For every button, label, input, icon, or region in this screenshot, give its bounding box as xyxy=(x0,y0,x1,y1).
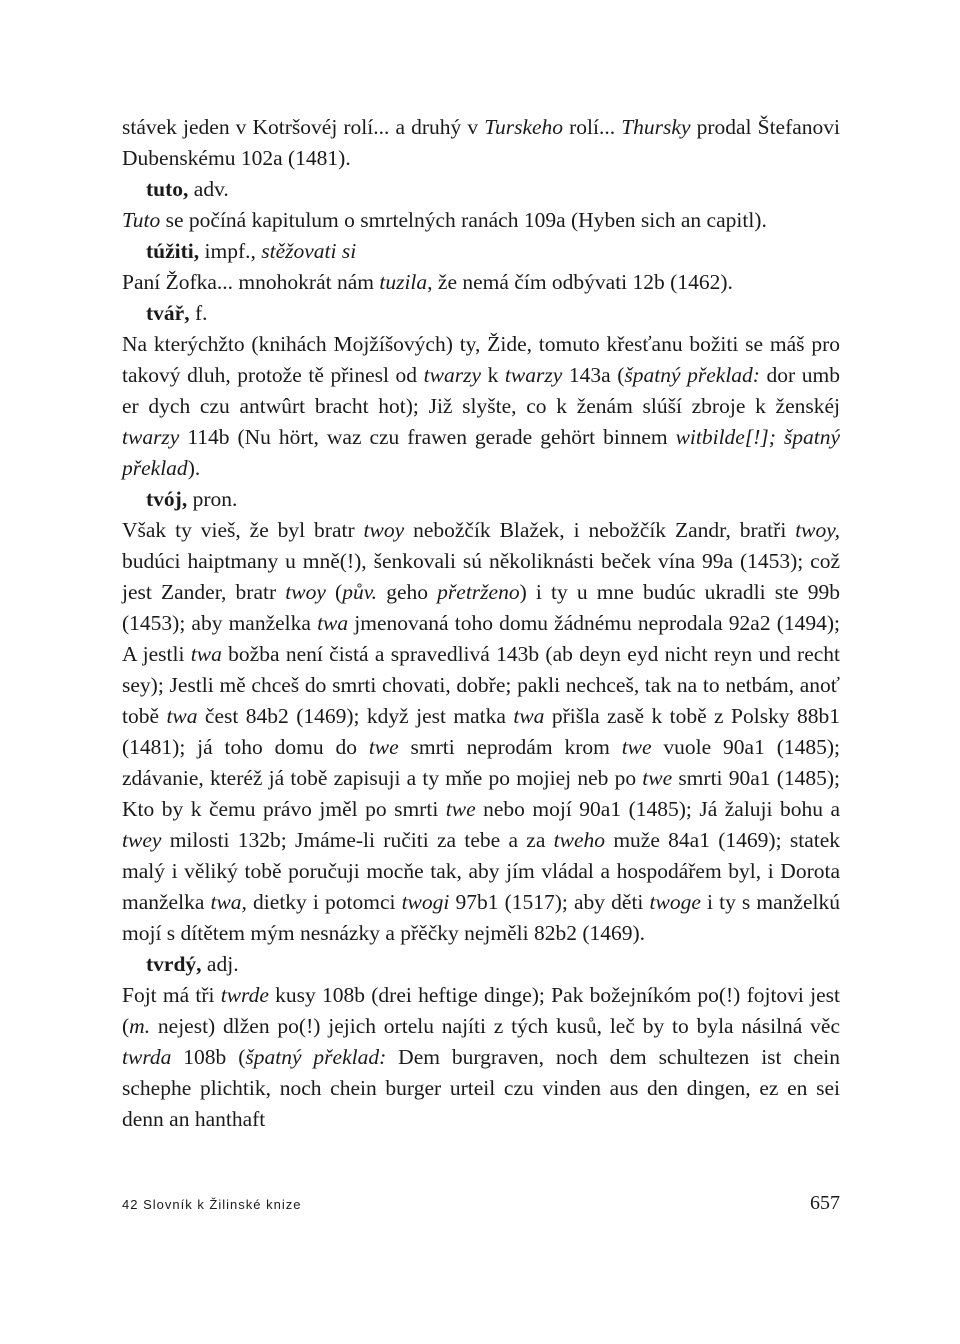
italic-word: twoy xyxy=(285,580,326,604)
italic-word: twe xyxy=(642,766,673,790)
text-run: 143a ( xyxy=(562,363,625,387)
text-run: se počíná kapitulum o smrtelných ranách 109a (Hyben sich an capitl). xyxy=(160,208,767,232)
text-run: Na kterýchžto (knihách Mojžíšových) ty, Žide, tomuto křesťanu božiti se máš pro takový dluh, protože tě přinesl od xyxy=(122,332,840,387)
page-number: 657 xyxy=(810,1192,840,1214)
grammar-label: adv. xyxy=(188,177,229,201)
text-run: milosti 132b; Jmáme-li ručiti za tebe a za xyxy=(161,828,554,852)
text-run: vuole 90a1 (1485); zdávanie, kteréž já tobě zapisuji a ty mňe po mojiej neb po xyxy=(122,735,840,790)
text-run: 114b (Nu hört, waz czu frawen gerade gehört binnem xyxy=(179,425,676,449)
text-run: božba není čistá a spravedlivá 143b (ab deyn eyd nicht reyn und recht sey); Jestli mě chceš do smrti chovati, dobře; pakli nechceš, tak na to netbám, anoť tobě xyxy=(122,642,841,728)
italic-word: twa xyxy=(190,642,222,666)
text-run: geho xyxy=(377,580,438,604)
italic-word: špatný překlad: xyxy=(245,1045,387,1069)
text-run: kusy 108b (drei heftige dinge); Pak božejníkóm po(!) fojtovi jest ( xyxy=(122,983,840,1038)
italic-word: twa xyxy=(166,704,198,728)
text-run: nebožčík Blažek, i nebožčík Zandr, bratři xyxy=(404,518,796,542)
entry-heading xyxy=(122,949,840,980)
italic-word: tweho xyxy=(553,828,606,852)
entry-heading xyxy=(122,484,840,515)
italic-word: pův. xyxy=(342,580,378,604)
entry-heading xyxy=(122,298,840,329)
entry-citation xyxy=(122,267,840,298)
entry-citation xyxy=(122,980,840,1135)
headword: túžiti, xyxy=(146,239,200,263)
text-run: i ty s manželkú mojí s dítětem mým nesnázky a přěčky nejměli 82b2 (1469). xyxy=(122,890,840,945)
text-run: prodal Štefanovi Dubenskému 102a (1481). xyxy=(122,115,841,170)
gloss: stěžovati si xyxy=(261,239,357,263)
text-run: jmenovaná toho domu žádnému neprodala 92a2 (1494); A jestli xyxy=(122,611,840,666)
entry-citation xyxy=(122,112,840,174)
italic-word: twey xyxy=(122,828,162,852)
text-run: 108b ( xyxy=(171,1045,246,1069)
headword: tvář, xyxy=(146,301,190,325)
headword: tvrdý, xyxy=(146,952,202,976)
italic-word: twarzy xyxy=(423,363,481,387)
text-run: 97b1 (1517); aby děti xyxy=(449,890,650,914)
text-run: Dem burgraven, noch dem schultezen ist chein schephe plichtik, noch chein burger urteil czu vinden aus den dingen, ez en sei denn an hanthaft xyxy=(122,1045,840,1131)
page-footer xyxy=(122,1192,840,1222)
headword: tuto, xyxy=(146,177,189,201)
grammar-label: adj. xyxy=(201,952,239,976)
text-run: k xyxy=(480,363,505,387)
italic-word: twe xyxy=(445,797,476,821)
grammar-label: f. xyxy=(189,301,208,325)
entry-citation xyxy=(122,515,840,949)
text-run: Však ty vieš, že byl bratr xyxy=(122,518,364,542)
headword: tvój, xyxy=(146,487,188,511)
text-run: budúci haiptmany u mně(!), šenkovali sú několiknásti beček vína 99a (1453); což jest Zander, bratr xyxy=(122,549,840,604)
italic-word: tuzila, xyxy=(379,270,433,294)
italic-word: twogi xyxy=(401,890,450,914)
text-run: dor umb er dych czu antwûrt bracht hot); Již slyšte, co k ženám slúší zbroje k ženskéj xyxy=(122,363,841,418)
entry-heading xyxy=(122,236,840,267)
italic-word: twe xyxy=(621,735,652,759)
italic-word: twoy, xyxy=(795,518,840,542)
italic-word: twa, xyxy=(210,890,247,914)
text-run: ) i ty u mne budúc ukradli ste 99b (1453); aby manželka xyxy=(122,580,840,635)
text-run: rolí... xyxy=(563,115,622,139)
text-run: Fojt má tři xyxy=(122,983,221,1007)
entry-citation xyxy=(122,329,840,484)
italic-word: Turskeho xyxy=(484,115,564,139)
text-run: přišla zasě k tobě z Polsky 88b1 (1481); já toho domu do xyxy=(122,704,840,759)
italic-word: m. xyxy=(129,1014,151,1038)
entry-heading xyxy=(122,174,840,205)
italic-word: špatný překlad: xyxy=(624,363,760,387)
text-run: nejest) dlžen po(!) jejich ortelu najíti z tých kusů, leč by to byla násilná věc xyxy=(150,1014,840,1038)
italic-word: twoge xyxy=(649,890,701,914)
text-run: ( xyxy=(325,580,343,604)
italic-word: twrda xyxy=(122,1045,172,1069)
text-run: Paní Žofka... mnohokrát nám xyxy=(122,270,380,294)
italic-word: twe xyxy=(368,735,399,759)
italic-word: Tuto xyxy=(122,208,161,232)
text-run: smrti neprodám krom xyxy=(398,735,622,759)
italic-word: twrde xyxy=(220,983,269,1007)
italic-word: přetrženo xyxy=(437,580,520,604)
text-run: smrti 90a1 (1485); Kto by k čemu právo jměl po smrti xyxy=(122,766,840,821)
dictionary-body-text xyxy=(122,112,840,1135)
text-run: stávek jeden v Kotršovéj rolí... a druhý v xyxy=(122,115,485,139)
text-run: že nemá čím odbývati 12b (1462). xyxy=(432,270,733,294)
italic-word: Thursky xyxy=(621,115,691,139)
grammar-label: impf., xyxy=(199,239,262,263)
text-run: nebo mojí 90a1 (1485); Já žaluji bohu a xyxy=(475,797,840,821)
entry-citation xyxy=(122,205,840,236)
italic-word: witbilde[!]; špatný překlad xyxy=(122,425,840,480)
italic-word: twa xyxy=(317,611,349,635)
text-run: dietky i potomci xyxy=(246,890,402,914)
italic-word: twoy xyxy=(363,518,405,542)
italic-word: twarzy xyxy=(504,363,563,387)
italic-word: twarzy xyxy=(122,425,180,449)
text-run: ). xyxy=(187,456,201,480)
grammar-label: pron. xyxy=(187,487,238,511)
text-run: čest 84b2 (1469); když jest matka xyxy=(197,704,514,728)
text-run: muže 84a1 (1469); statek malý i věliký tobě poručuji mocňe tak, aby jím vládal a hospodářem byl, i Dorota manželka xyxy=(122,828,841,914)
printer-signature: 42 Slovník k Žilinské knize xyxy=(122,1197,302,1212)
italic-word: twa xyxy=(513,704,545,728)
